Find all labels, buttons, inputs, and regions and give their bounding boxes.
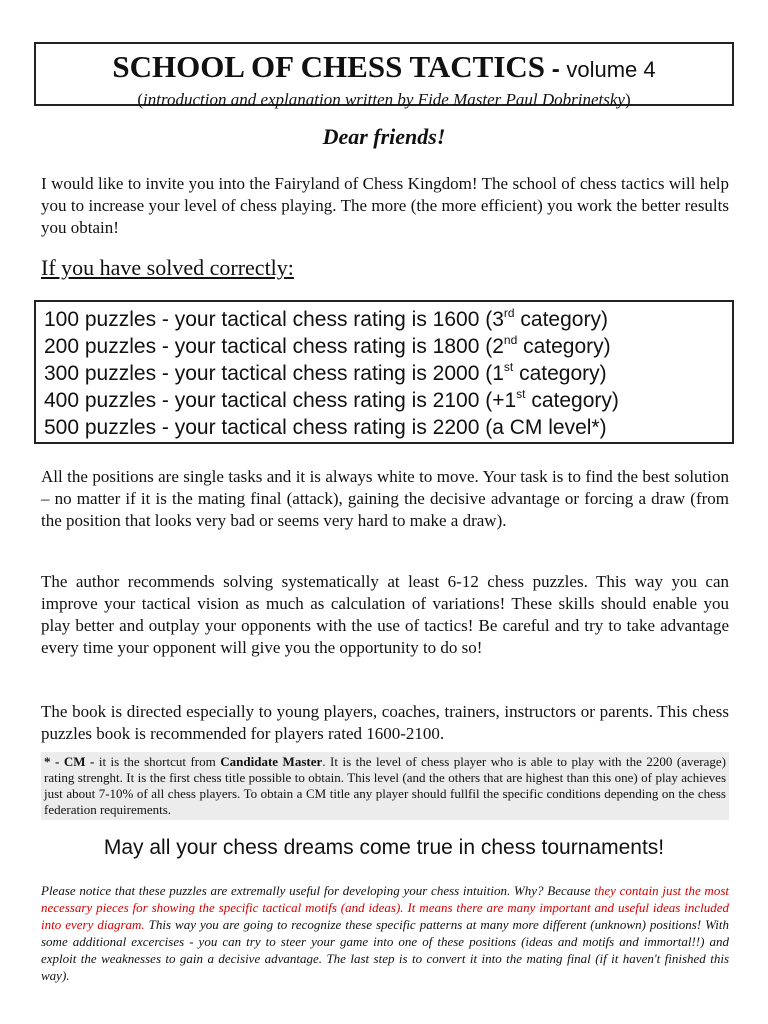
cm-footnote: * - CM - it is the shortcut from Candidate Master. It is the level of chess player who is able to play with the 2200 (average) rating strenght. It is the first chess title possible to obtain. This level (and the others that are highest than this one) of play achieves just about 7-10% of all chess players. To obtain a CM title any player should fullfil the specific conditions depending on the chess federation requirements. xyxy=(44,754,726,817)
volume-label: volume 4 xyxy=(566,57,656,82)
footnote-marker: * - CM - xyxy=(44,754,95,769)
subtitle-open-paren: ( xyxy=(137,90,144,109)
footnote-box xyxy=(41,752,729,820)
greeting-heading: Dear friends! xyxy=(322,124,446,149)
positions-paragraph: All the positions are single tasks and it is always white to move. Your task is to find the best solution – no matter if it is the mating final (attack), gaining the decisive advantage or forcing a draw (from the position that looks very bad or seems very hard to make a draw). xyxy=(41,467,729,530)
rating-line: 500 puzzles - your tactical chess rating is 2200 (a CM level*) xyxy=(44,416,607,439)
document-title xyxy=(36,50,732,90)
subtitle-close-paren: ) xyxy=(624,90,631,109)
title-text: SCHOOL OF CHESS TACTICS xyxy=(112,49,546,84)
document-subtitle xyxy=(36,90,732,110)
solved-heading: If you have solved correctly: xyxy=(41,255,294,280)
book-paragraph: The book is directed especially to young players, coaches, trainers, instructors or parents. This chess puzzles book is recommended for players rated 1600-2100. xyxy=(41,702,729,743)
notice-red-highlight: they contain just the most necessary pieces for showing the specific tactical motifs (and ideas). It means there are many important and useful ideas included into every diagram. xyxy=(41,883,729,932)
rating-line: 300 puzzles - your tactical chess rating is 2000 (1st category) xyxy=(44,360,607,385)
rating-line: 200 puzzles - your tactical chess rating is 1800 (2nd category) xyxy=(44,333,611,358)
ratings-box xyxy=(34,300,734,444)
subtitle-text: introduction and explanation written by Fide Master Paul Dobrinetsky xyxy=(143,90,625,109)
author-paragraph: The author recommends solving systematically at least 6-12 chess puzzles. This way you can improve your tactical vision as much as calculation of variations! These skills should enable you play better and outplay your opponents with the use of tactics! Be careful and try to take advantage every time your opponent will give you the opportunity to do so! xyxy=(41,572,729,657)
notice-paragraph: Please notice that these puzzles are extremally useful for developing your chess intuition. Why? Because they contain just the most necessary pieces for showing the specific tactical motifs (and ideas). It means there are many important and useful ideas included into every diagram. This way you are going to recognize these specific patterns at many more different (unknown) positions! With some additional excercises - you can try to steer your game into one of these positions (ideas and motifs and immortal!!) and exploit the weaknesses to gain a decisive advantage. The last step is to convert it into the mating final (if it haven't finished this way). xyxy=(41,883,729,983)
footnote-term: Candidate Master xyxy=(220,754,323,769)
closing-line: May all your chess dreams come true in chess tournaments! xyxy=(103,836,665,859)
title-box xyxy=(34,42,734,109)
title-dash: - xyxy=(545,56,567,83)
rating-line: 100 puzzles - your tactical chess rating is 1600 (3rd category) xyxy=(44,306,608,331)
intro-paragraph: I would like to invite you into the Fairyland of Chess Kingdom! The school of chess tactics will help you to increase your level of chess playing. The more (the more efficient) you work the better results you obtain! xyxy=(41,174,729,237)
rating-line: 400 puzzles - your tactical chess rating is 2100 (+1st category) xyxy=(44,387,619,412)
